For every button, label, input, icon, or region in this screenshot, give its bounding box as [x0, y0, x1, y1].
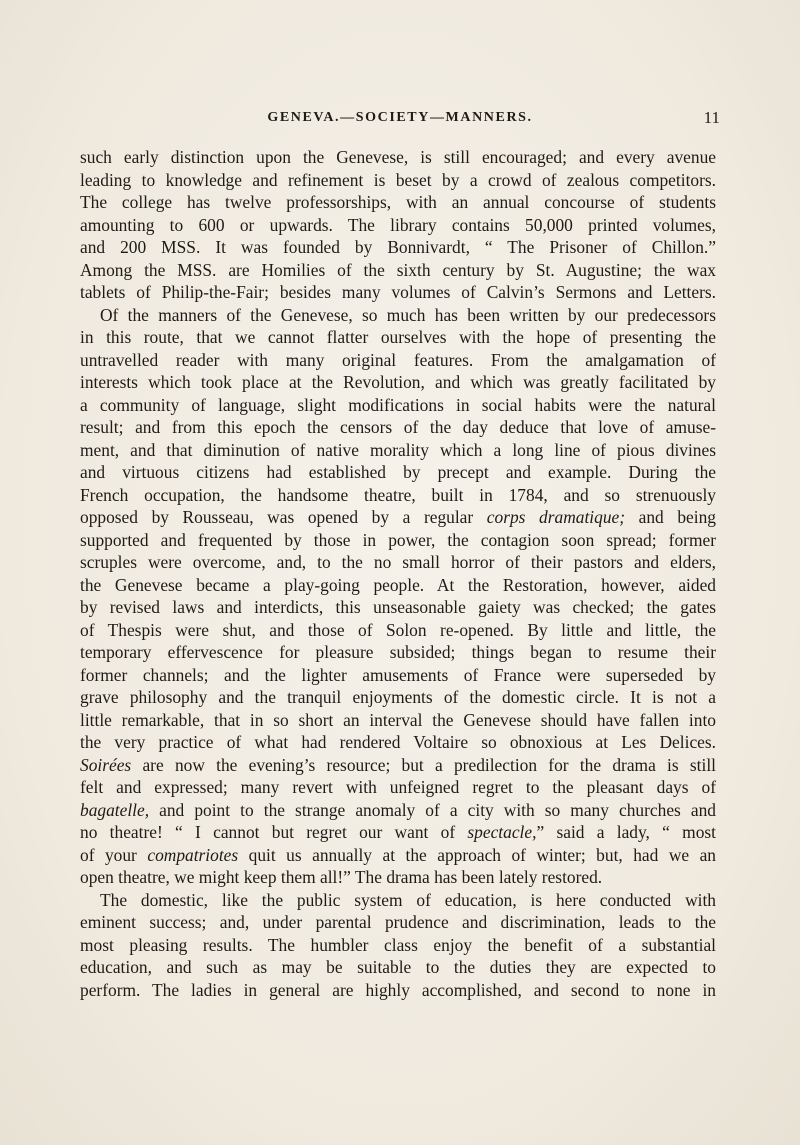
text-line [80, 506, 716, 529]
text-run: are now the evening’s resource; but a predilection for the drama is still [131, 754, 716, 775]
text-line [80, 281, 716, 304]
text-run: ment, and that diminution of native morality which a long line of pious divines [80, 439, 716, 460]
text-run: most pleasing results. The humbler class enjoy the benefit of a substantial [80, 934, 716, 955]
text-run: quit us annually at the approach of winter; but, had we an [238, 844, 716, 865]
text-run: education, and such as may be suitable to the duties they are expected to [80, 957, 716, 977]
running-title: GENEVA.—SOCIETY—MANNERS. [267, 110, 533, 125]
text-run: perform. The ladies in general are highly accomplished, and second to none in [80, 979, 716, 1000]
text-run: scruples were overcome, and, to the no small horror of their pastors and elders, [80, 552, 716, 572]
text-line [80, 776, 716, 799]
text-line [80, 214, 716, 237]
italic-run: Soirées [80, 754, 132, 775]
italic-run: compatriotes [147, 844, 239, 865]
text-run: grave philosophy and the tranquil enjoyments of the domestic circle. It is not a [80, 687, 716, 707]
text-run: untravelled reader with many original features. From the amalgamation of [80, 349, 716, 370]
text-line [80, 371, 716, 394]
text-run: French occupation, the handsome theatre, built in 1784, and so strenuously [80, 484, 716, 505]
text-line [80, 866, 716, 889]
text-run: The domestic, like the public system of education, is here conducted with [100, 889, 716, 910]
text-line [80, 259, 716, 282]
text-line [80, 461, 716, 484]
text-run: temporary effervescence for pleasure subsided; things began to resume their [80, 642, 716, 662]
running-head [80, 110, 720, 134]
text-line [80, 844, 716, 867]
text-line [80, 169, 716, 192]
text-run: result; and from this epoch the censors of the day deduce that love of amuse- [80, 417, 716, 437]
text-line [80, 416, 716, 439]
text-line [80, 349, 716, 372]
text-line [80, 191, 716, 214]
text-line [80, 484, 716, 507]
italic-run: bagatelle, [80, 799, 150, 820]
text-run: and 200 MSS. It was founded by Bonnivardt, “ The Prisoner of Chillon.” [80, 237, 716, 257]
text-line [80, 731, 716, 754]
text-line [80, 236, 716, 259]
italic-run: corps dramatique; [486, 507, 626, 527]
page-number: 11 [703, 108, 720, 127]
text-line [80, 596, 716, 619]
text-line [80, 889, 716, 912]
text-line [80, 709, 716, 732]
text-line [80, 934, 716, 957]
text-run: supported and frequented by those in power, the contagion soon spread; former [80, 529, 716, 550]
text-run: and point to the strange anomaly of a city with so many churches and [149, 799, 716, 820]
text-run: a community of language, slight modifications in social habits were the natural [80, 394, 716, 415]
text-line [80, 146, 716, 169]
text-line [80, 326, 716, 349]
text-line [80, 439, 716, 462]
text-run: ” said a lady, “ most [536, 822, 716, 842]
text-run: former channels; and the lighter amusements of France were superseded by [80, 664, 716, 685]
text-run: felt and expressed; many revert with unfeigned regret to the pleasant days of [80, 777, 716, 797]
text-run: Of the manners of the Genevese, so much has been written by our predecessors [100, 304, 716, 325]
text-run: opposed by Rousseau, was opened by a regular [80, 507, 487, 527]
text-run: no theatre! “ I cannot but regret our want of [80, 822, 468, 842]
text-line [80, 956, 716, 979]
text-run: Among the MSS. are Homilies of the sixth century by St. Augustine; the wax [80, 259, 716, 280]
text-line [80, 641, 716, 664]
text-run: by revised laws and interdicts, this unseasonable gaiety was checked; the gates [80, 597, 716, 617]
text-run: interests which took place at the Revolution, and which was greatly facilitated by [80, 372, 716, 392]
text-run: amounting to 600 or upwards. The library contains 50,000 printed volumes, [80, 214, 716, 235]
text-line [80, 754, 716, 777]
text-run: tablets of Philip-the-Fair; besides many volumes of Calvin’s Sermons and Letters. [80, 282, 716, 302]
text-line [80, 619, 716, 642]
text-run: such early distinction upon the Genevese, is still encouraged; and every avenue [80, 147, 716, 167]
text-run: in this route, that we cannot flatter ourselves with the hope of presenting the [80, 327, 716, 347]
text-line [80, 686, 716, 709]
text-run: the very practice of what had rendered Voltaire so obnoxious at Les Delices. [80, 732, 716, 752]
text-run: the Genevese became a play-going people. At the Restoration, however, aided [80, 574, 716, 595]
text-line [80, 911, 716, 934]
text-run: open theatre, we might keep them all!” The drama has been lately restored. [80, 867, 603, 887]
text-line [80, 529, 716, 552]
text-line [80, 574, 716, 597]
text-run: of your [80, 844, 148, 865]
text-line [80, 304, 716, 327]
text-line [80, 979, 716, 1002]
text-run: The college has twelve professorships, with an annual concourse of students [80, 192, 716, 212]
text-run: and being [625, 507, 716, 527]
text-line [80, 664, 716, 687]
text-line [80, 821, 716, 844]
italic-run: spectacle, [467, 822, 537, 842]
text-run: leading to knowledge and refinement is beset by a crowd of zealous competitors. [80, 169, 716, 190]
body-text [80, 146, 716, 1001]
text-run: eminent success; and, under parental prudence and discrimination, leads to the [80, 912, 716, 932]
text-line [80, 551, 716, 574]
text-line [80, 394, 716, 417]
text-run: and virtuous citizens had established by precept and example. During the [80, 462, 716, 482]
text-line [80, 799, 716, 822]
text-run: of Thespis were shut, and those of Solon re-opened. By little and little, the [80, 619, 716, 640]
text-run: little remarkable, that in so short an interval the Genevese should have fallen into [80, 709, 716, 730]
